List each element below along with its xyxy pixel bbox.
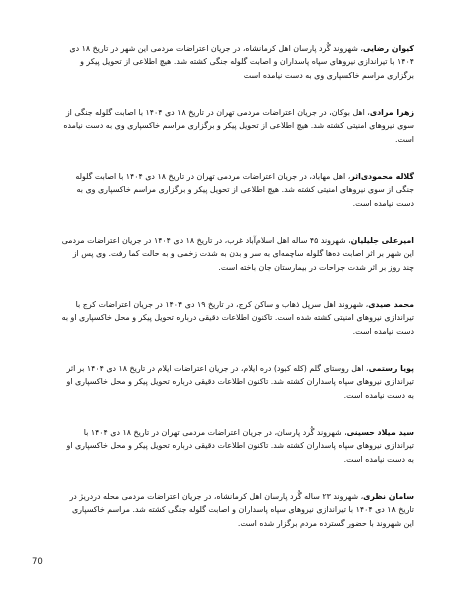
victim-description: ، اهل روستای گلم (کله کبود) دره ایلام، در جریان اعتراضات ایلام در تاریخ ۱۸ دی ۱۴۰۴ بر اثر تیراندازی نیروهای سپاه پاسداران کشته شد. تاکنون اطلاعات دقیقی درباره تحویل پیکر و محل خاکسپاری او به دست نیامده است. <box>66 364 414 400</box>
victim-entry <box>60 234 414 298</box>
victim-entry <box>60 298 414 362</box>
victim-entry <box>60 490 414 554</box>
victim-entry <box>60 42 414 106</box>
victim-description: ، شهروند گُرد پارسان، در جریان اعتراضات مردمی تهران در تاریخ ۱۸ دی ۱۴۰۴ با تیراندازی نیروهای سپاه پاسداران کشته شد. تاکنون اطلاعات دقیقی درباره تحویل پیکر و محل خاکسپاری او به دست نیامده است. <box>66 428 414 464</box>
victim-description: ، اهل بوکان، در جریان اعتراضات مردمی تهران در تاریخ ۱۸ دی ۱۴۰۴ با اصابت گلوله جنگی از سوی نیروهای امنیتی کشته شد. هیچ اطلاعی از تحویل پیکر و برگزاری مراسم خاکسپاری وی به دست نیامده است. <box>63 108 414 144</box>
victim-name: زهرا مرادی <box>369 108 414 117</box>
victim-entry <box>60 426 414 490</box>
page-number: 70 <box>32 557 43 567</box>
victim-name: پویا رستمی <box>368 364 414 373</box>
victim-description: ، شهروند ۲۳ ساله گُرد پارسان اهل کرمانشاه، در جریان اعتراضات مردمی محله دردریژ در تاریخ ۱۸ دی ۱۴۰۴ با تیراندازی نیروهای سپاه پاسداران و اصابت گلوله جنگی کشته شد. مراسم خاکسپاری این شهروند با حضور گسترده مردم برگزار شده است. <box>69 492 414 528</box>
victim-description: ، شهروند اهل سرپل ذهاب و ساکن کرج، در تاریخ ۱۹ دی ۱۴۰۴ در جریان اعتراضات کرج با تیراندازی نیروهای امنیتی کشته شده است. تاکنون اطلاعات دقیقی درباره تحویل پیکر و محل خاکسپاری او به دست نیامده است. <box>61 300 414 336</box>
victim-name: گلاله محمودی‌اثر <box>350 172 414 181</box>
victim-name: امیرعلی جلیلیان <box>350 236 414 245</box>
victim-name: سامان نظری <box>363 492 414 501</box>
victim-name: سید میلاد حسینی <box>346 428 414 437</box>
victims-list <box>60 42 414 554</box>
victim-description: ، شهروند گُرد پارسان اهل کرمانشاه، در جریان اعتراضات مردمی این شهر در تاریخ ۱۸ دی ۱۴۰۴ با تیراندازی نیروهای سپاه پاسداران و اصابت گلوله جنگی کشته شد. هیچ اطلاعی از تحویل پیکر و برگزاری مراسم خاکسپاری وی به دست نیامده است <box>69 44 414 80</box>
victim-entry <box>60 170 414 234</box>
victim-name: محمد صیدی <box>368 300 414 309</box>
victim-entry <box>60 362 414 426</box>
victim-entry <box>60 106 414 170</box>
victim-description: ، اهل مهاباد، در جریان اعتراضات مردمی تهران در تاریخ ۱۸ دی ۱۴۰۴ با اصابت گلوله جنگی از سوی نیروهای امنیتی کشته شد. هیچ اطلاعی از تحویل پیکر و برگزاری مراسم خاکسپاری وی به دست نیامده است. <box>75 172 414 208</box>
victim-description: ، شهروند ۴۵ ساله اهل اسلام‌آباد غرب، در تاریخ ۱۸ دی ۱۴۰۴ در جریان اعتراضات مردمی این شهر بر اثر اصابت ده‌ها گلوله ساچمه‌ای به سر و بدن به شدت زخمی و به حالت کما رفت. وی پس از چند روز بر اثر شدت جراحات در بیمارستان جان باخته است. <box>61 236 414 272</box>
victim-name: کیوان رضایی <box>362 44 414 53</box>
